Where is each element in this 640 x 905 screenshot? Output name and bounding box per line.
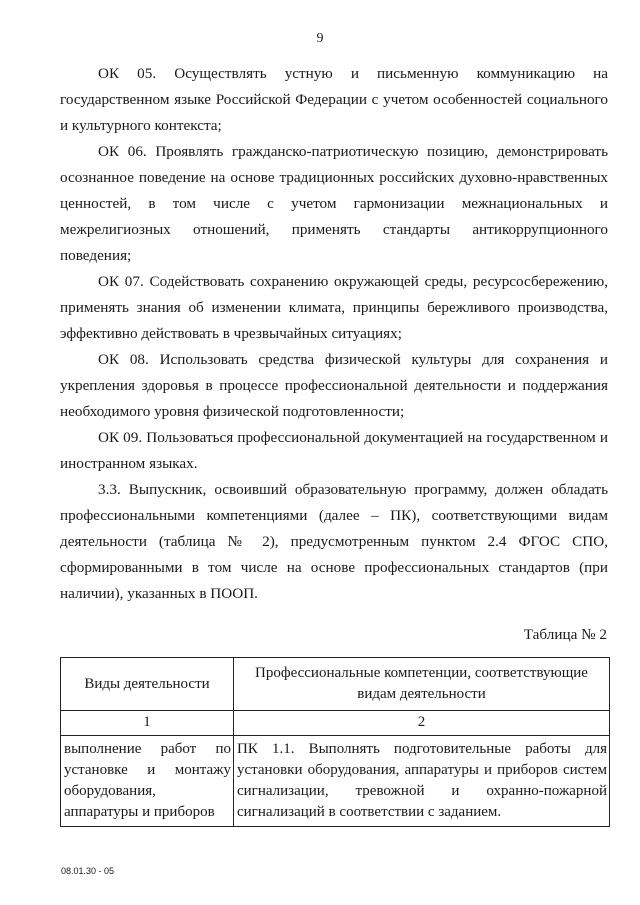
table-column-number: 2	[234, 711, 610, 736]
table-column-number: 1	[61, 711, 234, 736]
table-header-activities: Виды деятельности	[61, 658, 234, 711]
table-header-row	[61, 658, 610, 711]
table-number-row	[61, 711, 610, 736]
paragraph-3-3: 3.3. Выпускник, освоивший образовательную программу, должен обладать профессиональными компетенциями (далее – ПК), соответствующими видам деятельности (таблица № 2), предусмотренным пунктом 2.4 ФГОС СПО, сформированными в том числе на основе профессиональных стандартов (при наличии), указанных в ПООП.	[60, 481, 608, 602]
paragraph-ok08: ОК 08. Использовать средства физической культуры для сохранения и укрепления здоровья в процессе профессиональной деятельности и поддержания необходимого уровня физической подготовленности;	[60, 351, 608, 420]
paragraph-ok05: ОК 05. Осуществлять устную и письменную коммуникацию на государственном языке Российской Федерации с учетом особенностей социального и культурного контекста;	[60, 65, 608, 134]
paragraph-ok07: ОК 07. Содействовать сохранению окружающей среды, ресурсосбережению, применять знания об изменении климата, принципы бережливого производства, эффективно действовать в чрезвычайных ситуациях;	[60, 273, 608, 342]
table-caption: Таблица № 2	[523, 626, 607, 643]
document-body	[60, 61, 608, 607]
table-cell-activity: выполнение работ по установке и монтажу оборудования, аппаратуры и приборов	[61, 736, 234, 827]
paragraph-ok06: ОК 06. Проявлять гражданско-патриотическую позицию, демонстрировать осознанное поведение на основе традиционных российских духовно-нравственных ценностей, в том числе с учетом гармонизации межнациональных и межрелигиозных отношений, применять стандарты антикоррупционного поведения;	[60, 143, 608, 264]
table-header-competences: Профессиональные компетенции, соответствующие видам деятельности	[234, 658, 610, 711]
table-row	[61, 736, 610, 827]
table-cell-competence: ПК 1.1. Выполнять подготовительные работы для установки оборудования, аппаратуры и приборов систем сигнализации, тревожной и охранно-пожарной сигнализаций в соответствии с заданием.	[234, 736, 610, 827]
paragraph-ok09: ОК 09. Пользоваться профессиональной документацией на государственном и иностранном языках.	[60, 429, 608, 472]
competence-table	[60, 657, 610, 827]
page-number: 9	[316, 31, 324, 46]
footer-code: 08.01.30 - 05	[61, 866, 115, 876]
